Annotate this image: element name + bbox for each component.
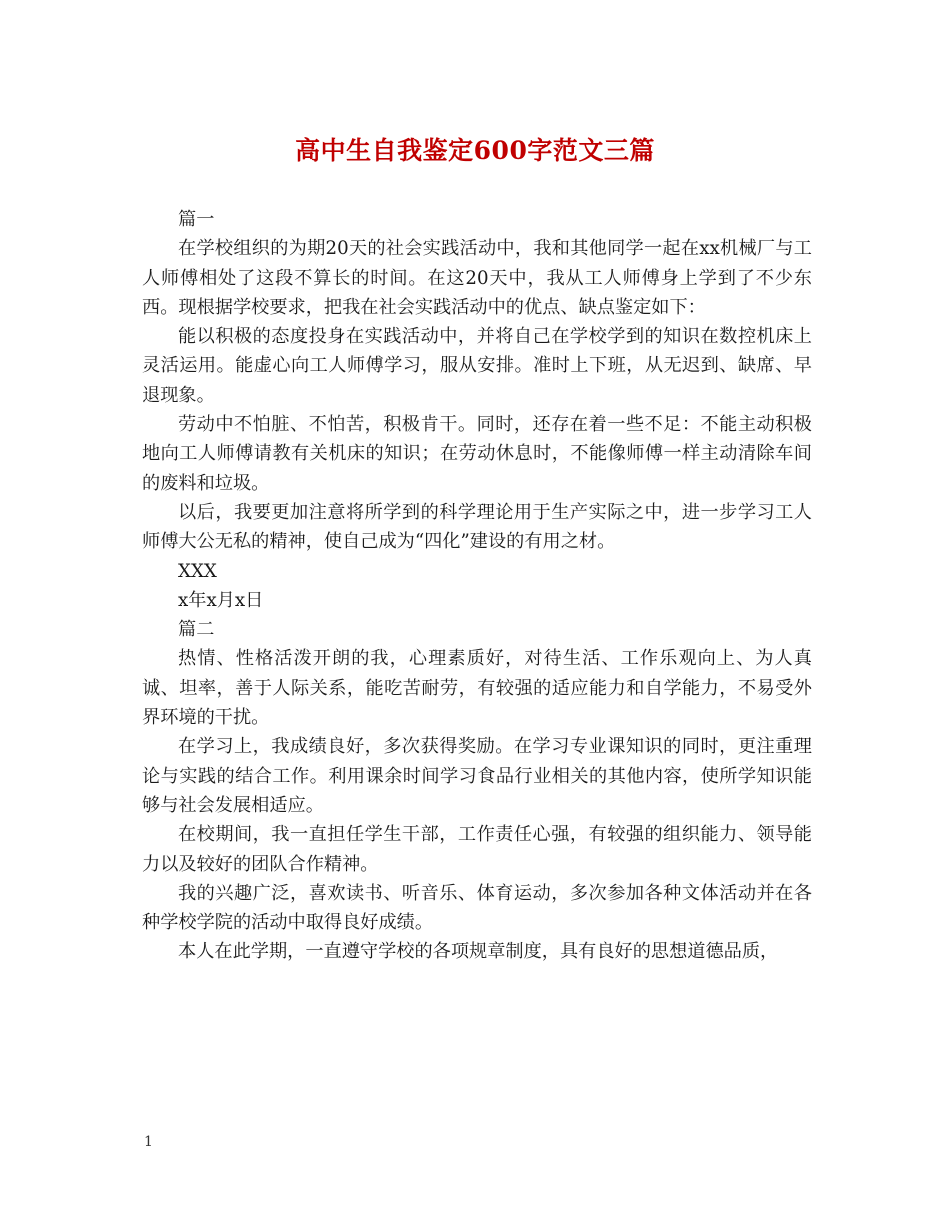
document-title: 高中生自我鉴定600字范文三篇 bbox=[295, 136, 655, 165]
paragraph: 在校期间，我一直担任学生干部，工作责任心强，有较强的组织能力、领导能力以及较好的团队合作精神。 bbox=[142, 824, 812, 875]
paragraph: 以后，我要更加注意将所学到的科学理论用于生产实际之中，进一步学习工人师傅大公无私的精神，使自己成为“四化”建设的有用之材。 bbox=[142, 501, 812, 553]
paragraph: 在学校组织的为期20天的社会实践活动中，我和其他同学一起在xx机械厂与工人师傅相处了这段不算长的时间。在这20天中，我从工人师傅身上学到了不少东西。现根据学校要求，把我在社会实践活动中的优点、缺点鉴定如下： bbox=[142, 238, 812, 318]
paragraph: 能以积极的态度投身在实践活动中，并将自己在学校学到的知识在数控机床上灵活运用。能虚心向工人师傅学习，服从安排。准时上下班，从无迟到、缺席、早退现象。 bbox=[142, 326, 812, 406]
section-heading-2: 篇二 bbox=[178, 619, 215, 641]
paragraph: 热情、性格活泼开朗的我，心理素质好，对待生活、工作乐观向上、为人真诚、坦率，善于人际关系，能吃苦耐劳，有较强的适应能力和自学能力，不易受外界环境的干扰。 bbox=[142, 648, 812, 729]
paragraph: 在学习上，我成绩良好，多次获得奖励。在学习专业课知识的同时，更注重理论与实践的结合工作。利用课余时间学习食品行业相关的其他内容，使所学知识能够与社会发展相适应。 bbox=[142, 736, 812, 816]
paragraph: 劳动中不怕脏、不怕苦，积极肯干。同时，还存在着一些不足：不能主动积极地向工人师傅请教有关机床的知识；在劳动休息时，不能像师傅一样主动清除车间的废料和垃圾。 bbox=[142, 414, 812, 494]
paragraph: 本人在此学期，一直遵守学校的各项规章制度，具有良好的思想道德品质， bbox=[178, 941, 779, 963]
section-heading-1: 篇一 bbox=[178, 209, 215, 230]
signature-name: XXX bbox=[178, 560, 217, 582]
signature-date: x年x月x日 bbox=[178, 589, 264, 611]
page-number: 1 bbox=[144, 1134, 153, 1150]
paragraph: 我的兴趣广泛，喜欢读书、听音乐、体育运动，多次参加各种文体活动并在各种学校学院的活动中取得良好成绩。 bbox=[142, 882, 812, 934]
document-body bbox=[142, 205, 812, 967]
